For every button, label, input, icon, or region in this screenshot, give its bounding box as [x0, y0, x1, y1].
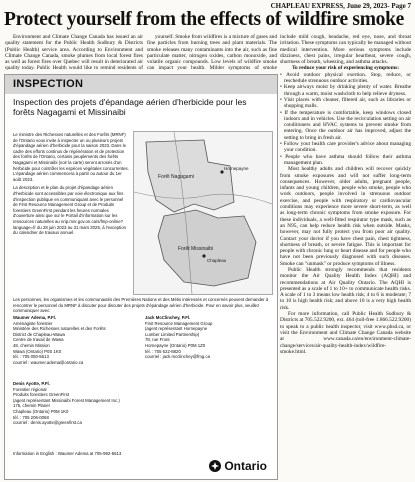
contact-line: tél. : 705 622-8820 [145, 348, 181, 354]
forest-map-graphic [134, 132, 272, 294]
headline: Protect yourself from the effects of wildfire smoke [4, 9, 405, 30]
contact-line: tél. : 705 206-0068 [13, 414, 49, 420]
article-column-1 [5, 34, 143, 72]
contact-line: (agent représentant Hornepayne [145, 326, 208, 332]
contact-block-1 [13, 315, 133, 365]
contact-line: Lumber Limited Partnership) [145, 331, 200, 337]
contact-line: District de Chapleau-Wawa [13, 331, 65, 337]
article-column-2 [147, 34, 277, 72]
col3-bullet: • If the temperature is comfortable, keep windows closed indoors and in vehicles. Use the recirculation setting on air conditioners and HVAC systems to prevent smoke from entering. Once the outdoor air has improved, adjust the setting to bring in fresh air. [280, 109, 411, 141]
contact-line: Chapleau (Ontario) P0M 1K0 [13, 408, 69, 414]
col3-bullet: • Visit places with cleaner, filtered air, such as libraries or shopping malls. [280, 96, 411, 110]
contact-line: Produits forestiers GreenFirst [13, 392, 70, 398]
ad-description [13, 132, 129, 239]
inspection-notice-ad [4, 74, 278, 480]
col3-bullet: • People who have asthma should follow their asthma management plan. [280, 153, 411, 166]
map-label: Hornepayne [224, 166, 249, 171]
col3-paragraph-3: Public Health strongly recommends that residents monitor the Air Quality Health Index (AQHI) and recommendations at Air Quality Ontario. The AQHI is presented as a scale of 1 to 10+ to communicate health risks. A scale of 1 to 3 means low health risk; 4 to 6 is moderate; 7 to 10 is high health risk; and above 10 is a very high health risk. [280, 266, 411, 311]
contact-line: 175, chemin Planer [13, 403, 51, 409]
masthead: CHAPLEAU EXPRESS, June 29, 2023- Page 7 [270, 2, 411, 10]
contact-block-3 [13, 381, 133, 426]
ad-bottom-text: Les personnes, les organismes et les communautés des Premières Nations et des Métis intéressés et concernés peuvent demander à rencontrer le personnel du MRNF à discuter pour discuter des projets d'épandage aérien d'herbicide. Pour en savoir plus, veuillez communiquer avec: [13, 297, 269, 313]
col3-bullet: • Avoid outdoor physical exertion. Stop, reduce, or reschedule strenuous outdoor activities. [280, 71, 411, 85]
col2-text: yourself. Smoke from wildfires is a mixture of gases and fine particles from burning trees and plant materials. The smoke releases many contaminants into the air, such as fine particulate matter, nitrogen oxides, carbon monoxide, and volatile organic compounds. Low levels of wildfire smoke can impact your health. Milder symptoms of smoke [147, 34, 277, 72]
col3-subheading: To reduce your risk of experiencing symptoms: [291, 65, 400, 72]
map-label: Forêt Nagagami [158, 174, 194, 180]
contact-block-2 [145, 315, 265, 360]
ad-paragraph-1: Le ministre des Richesses naturelles et des Forêts (MRNF) de l'Ontario vous invite à inspecter un ou plusieurs projets d'épandage aérien d'herbicide pour la saison 2023. Dans le cadre des efforts continus de régénération et de protection des forêts de l'Ontario, certains peuplements des forêts Nagagami et Missinaibi (voir la carte) seront arrosés d'un herbicide pour contrôler les espèces végétales concurrentes. L'épandage aérien commencera à partir ou autour du 1er août 2023. [13, 132, 129, 182]
contact-line: courriel : waumer.adema@ontario.ca [13, 359, 84, 365]
ad-title: Inspection des projets d'épandage aérien d'herbicide pour les forêts Nagagami et Missinaibi [13, 97, 247, 117]
contact-line: Wawa (Ontario) P0S 1K0 [13, 348, 62, 354]
article-column-3 [280, 34, 411, 482]
ontario-logo [209, 459, 267, 473]
contact-name: Denis Ayotte, P.Fl. [13, 381, 50, 386]
contact-line: Forestier régional [13, 386, 47, 392]
trillium-icon [209, 460, 221, 472]
col3-bullet: • Follow your health care provider's advice about managing your condition. [280, 141, 411, 154]
contact-name: Jack McClinchey, P.Fl. [145, 315, 191, 320]
map-label: Forêt Missinaibi [178, 246, 214, 252]
contact-line: Aménagiste forestier [13, 320, 53, 326]
col3-paragraph-2: Most healthy adults and children will recover quickly from smoke exposures and will not suffer long-term consequences. However, older adults, pregnant people, infants and young children, people who smoke, people who work outdoors, people involved in strenuous outdoor exercise, and people with respiratory or cardiovascular conditions may experience more severe short-term, as well as long-term chronic symptoms from smoke exposure. For these individuals, a well-fitted respirator type mask, such as an N95, can help reduce health risk when outside. Masks, however, may not fully protect you from poor air quality. Contact your doctor if you have chest pain, chest tightness, shortness of breath, or severe fatigue. This is important for people with chronic lung or heart disease and for people who have not been previously diagnosed with such diseases. Smoke can "unmask" or produce symptoms of illness. [280, 166, 411, 267]
contact-line: tél. : 705 050-5613 [13, 354, 49, 360]
contact-line: 78, rue Front [145, 337, 170, 343]
contact-line: Centre de travail de Wawa [13, 337, 64, 343]
ad-contact-intro [13, 297, 271, 314]
english-info-line: Information in English : Waumer Adema at 705-992-5613 [13, 451, 122, 456]
contact-line: courriel : jack.mcclinchey@fmg.ca [145, 354, 211, 360]
contact-line: (agent représentant Missinaibi Forest Management Inc.) [13, 397, 120, 403]
map-label: Chapleau [207, 258, 227, 263]
col3-bullet: • Keep airways moist by drinking plenty of water. Breathe through a warm, moist washcloth to help relieve dryness. [280, 84, 411, 97]
contact-line: courriel : denis.ayotte@greenfirst.ca [13, 420, 82, 426]
contact-line: Hornepayne (Ontario) P0M 1Z0 [145, 342, 206, 348]
contact-line: 48, chemin Mission [13, 342, 50, 348]
contact-name: Waumer Adema, P.Fl. [13, 315, 57, 320]
ad-header: INSPECTION [5, 75, 277, 94]
col1-text: Environment and Climate Change Canada has issued an air quality statement for the Public Health Sudbury & Districts (Public Health) service area. According to Environment and Climate Change Canada, smoke plumes from local forest fires as well as forest fires over Quebec will result in deteriorated air quality today. Public Health would like to remind residents of [5, 34, 143, 72]
contact-line: First Resource Management Group [145, 320, 213, 326]
forest-map [133, 131, 273, 295]
contact-line: Ministère des Richesses naturelles et des Forêts [13, 326, 106, 332]
col3-paragraph-1: include mild cough, headache, red eye, nose, and throat irritation. These symptoms can typically be managed without medical intervention. More serious symptoms include dizziness, chest pains, irregular heartbeat, severe cough, shortness of breath, wheezing, and asthma attacks. [280, 34, 411, 66]
ad-paragraph-2: La description et le plan du projet d'épandage aérien d'herbicide sont accessibles par voie électronique aux fins d'inspection publique en communiquant avec le personnel de First Resource Management Group et de Produits forestiers GreenFirst pendant les heures normales d'ouverture ainsi que sur le Portail d'information sur les ressources naturelles au nrip.mnr.gov.on.ca/s/fmp-online?language=fr du 28 juin 2023 au 31 mars 2025, à l'exception du calendrier de travaux annuel. [13, 185, 126, 236]
ontario-wordmark: Ontario [224, 459, 267, 473]
col3-paragraph-4: For more information, call Public Health Sudbury & Districts at 705.522.9200, ext. 464 (toll-free 1.866.522.9200) to speak to a public health inspector, visit www.phsd.ca, or visit the Environment and Climate Change Canada website at www.canada.ca/en/environment-climate-change/services/air-quality-health-index/wildfire-smoke.html. [280, 311, 411, 355]
